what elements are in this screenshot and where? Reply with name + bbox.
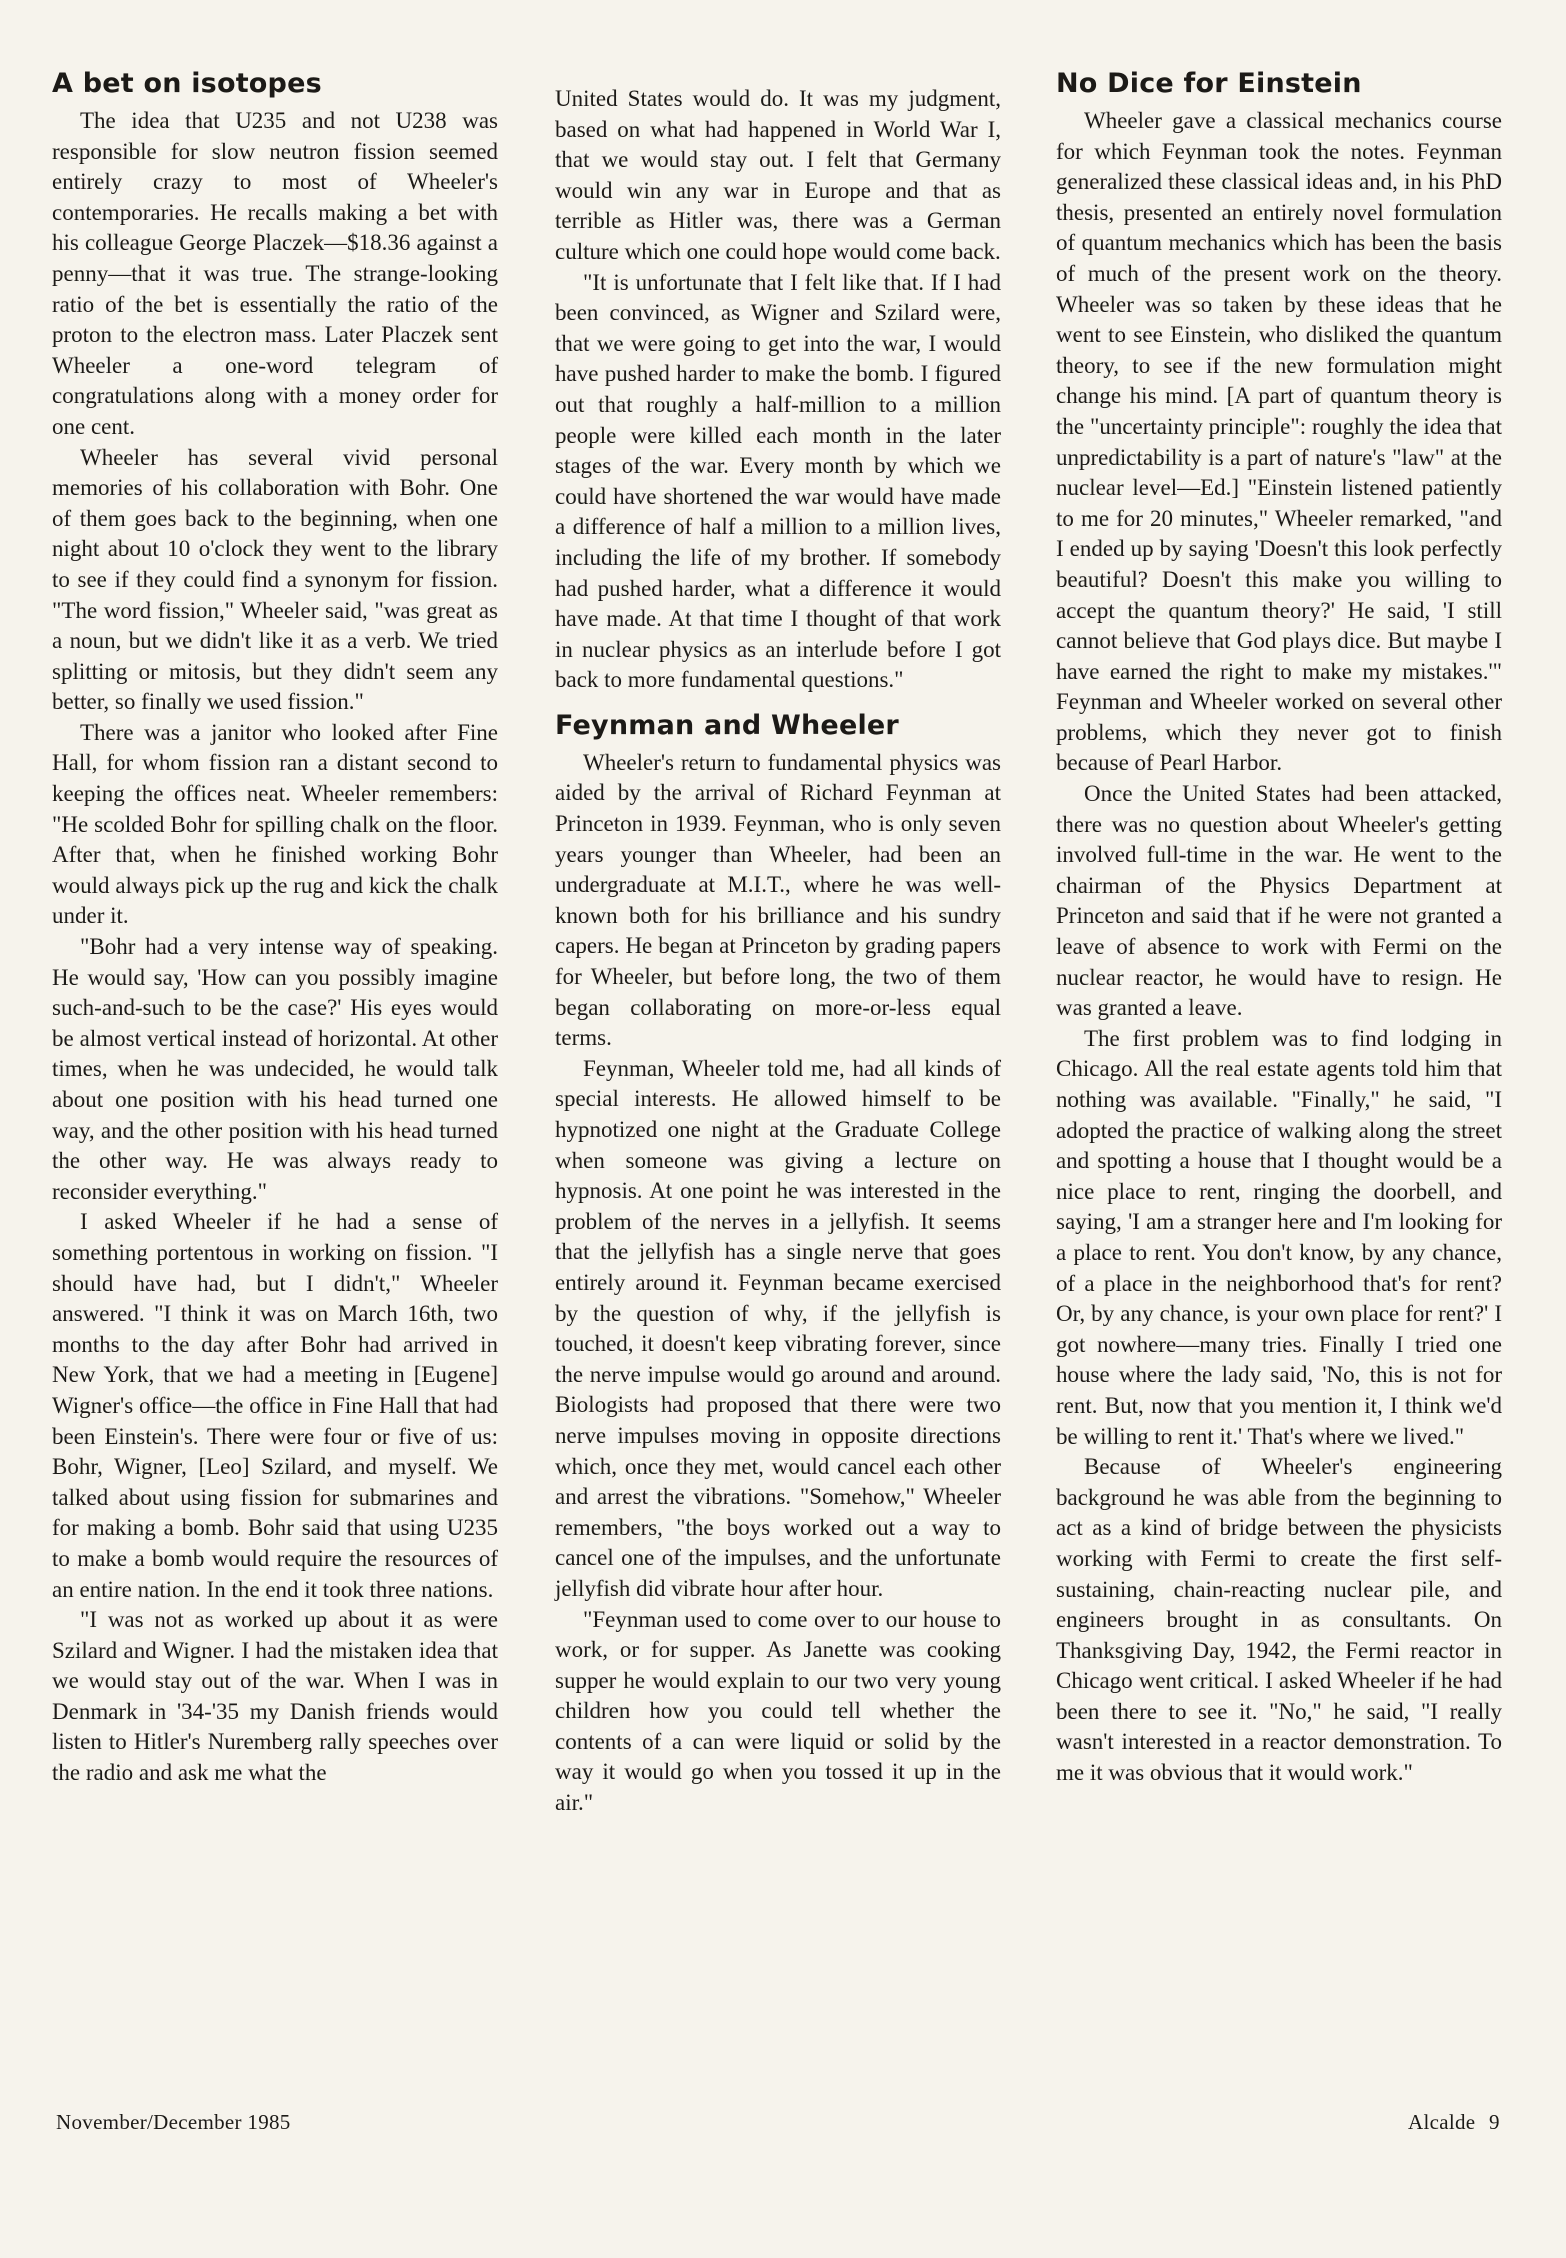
- paragraph: "I was not as worked up about it as were Szilard and Wigner. I had the mistaken idea that we would stay out of the war. When I was in Denmark in '34-'35 my Danish friends would listen to Hitler's Nuremberg rally speeches over the radio and ask me what the: [52, 1607, 498, 1786]
- section-heading-bet-on-isotopes: A bet on isotopes: [52, 68, 322, 99]
- paragraph: "It is unfortunate that I felt like that. If I had been convinced, as Wigner and Szilard were, that we were going to get into the war, I would have pushed harder to make the bomb. I figured out that roughly a half-million to a million people were killed each month in the later stages of the war. Every month by which we could have shortened the war would have made a difference of half a million to a million lives, including the life of my brother. If somebody had pushed harder, what a difference it would have made. At that time I thought of that work in nuclear physics as an interlude before I got back to more fundamental questions.": [555, 269, 1001, 693]
- section-heading-feynman-and-wheeler: Feynman and Wheeler: [555, 709, 899, 741]
- publication-name: Alcalde: [1408, 2110, 1476, 2134]
- paragraph: I asked Wheeler if he had a sense of something portentous in working on fission. "I should have had, but I didn't," Wheeler answered. "I think it was on March 16th, two months to the day after Bohr had arrived in New York, that we had a meeting in [Eugene] Wigner's office—the office in Fine Hall that had been Einstein's. There were four or five of us: Bohr, Wigner, [Leo] Szilard, and myself. We talked about using fission for submarines and for making a bomb. Bohr said that using U235 to make a bomb would require the resources of an entire nation. In the end it took three nations.: [52, 1209, 498, 1602]
- issue-date: November/December 1985: [56, 2110, 291, 2134]
- column-3: [1056, 66, 1502, 1789]
- paragraph: Wheeler has several vivid personal memories of his collaboration with Bohr. One of them goes back to the beginning, when one night about 10 o'clock they went to the library to see if they could find a synonym for fission. "The word fission," Wheeler said, "was great as a noun, but we didn't like it as a verb. We tried splitting or mitosis, but they didn't seem any better, so finally we used fission.": [52, 444, 498, 715]
- paragraph: Wheeler gave a classical mechanics course for which Feynman took the notes. Feynman generalized these classical ideas and, in his PhD thesis, presented an entirely novel formulation of quantum mechanics which has been the basis of much of the present work on the theory. Wheeler was so taken by these ideas that he went to see Einstein, who disliked the quantum theory, to see if the new formulation might change his mind. [A part of quantum theory is the "uncertainty principle": roughly the idea that unpredictability is a part of nature's "law" at the nuclear level—Ed.] "Einstein listened patiently to me for 20 minutes," Wheeler remarked, "and I ended up by saying 'Doesn't this look perfectly beautiful? Doesn't this make you willing to accept the quantum theory?' He said, 'I still cannot believe that God plays dice. But maybe I have earned the right to make my mistakes.'" Feynman and Wheeler worked on several other problems, which they never got to finish because of Pearl Harbor.: [1056, 108, 1502, 776]
- column-1: [52, 66, 498, 1789]
- paragraph: Feynman, Wheeler told me, had all kinds of special interests. He allowed himself to be hypnotized one night at the Graduate College when someone was giving a lecture on hypnosis. At one point he was interested in the problem of the nerves in a jellyfish. It seems that the jellyfish has a single nerve that goes entirely around it. Feynman became exercised by the question of why, if the jellyfish is touched, it doesn't keep vibrating forever, since the nerve impulse would go around and around. Biologists had proposed that there were two nerve impulses moving in opposite directions which, once they met, would cancel each other and arrest the vibrations. "Somehow," Wheeler remembers, "the boys worked out a way to cancel one of the impulses, and the unfortunate jellyfish did vibrate hour after hour.: [555, 1055, 1001, 1601]
- paragraph: Once the United States had been attacked, there was no question about Wheeler's getting involved full-time in the war. He went to the chairman of the Physics Department at Princeton and said that if he were not granted a leave of absence to work with Fermi on the nuclear reactor, he would have to resign. He was granted a leave.: [1056, 781, 1502, 1021]
- paragraph: There was a janitor who looked after Fine Hall, for whom fission ran a distant second to keeping the offices neat. Wheeler remembers: "He scolded Bohr for spilling chalk on the floor. After that, when he finished working Bohr would always pick up the rug and kick the chalk under it.: [52, 719, 498, 929]
- paragraph: The first problem was to find lodging in Chicago. All the real estate agents told him that nothing was available. "Finally," he said, "I adopted the practice of walking along the street and spotting a house that I thought would be a nice place to rent, ringing the doorbell, and saying, 'I am a stranger here and I'm looking for a place to rent. You don't know, by any chance, of a place in the neighborhood that's for rent? Or, by any chance, is your own place for rent?' I got nowhere—many tries. Finally I tried one house where the lady said, 'No, this is not for rent. But, now that you mention it, I think we'd be willing to rent it.' That's where we lived.": [1056, 1025, 1502, 1449]
- paragraph: "Bohr had a very intense way of speaking. He would say, 'How can you possibly imagine such-and-such to be the case?' His eyes would be almost vertical instead of horizontal. At other times, when he was undecided, he would talk about one position with his head turned one way, and the other position with his head turned the other way. He was always ready to reconsider everything.": [52, 934, 498, 1204]
- paragraph: Because of Wheeler's engineering background he was able from the beginning to act as a kind of bridge between the physicists working with Fermi to create the first self-sustaining, chain-reacting nuclear pile, and engineers brought in as consultants. On Thanksgiving Day, 1942, the Fermi reactor in Chicago went critical. I asked Wheeler if he had been there to see it. "No," he said, "I really wasn't interested in a reactor demonstration. To me it was obvious that it would work.": [1056, 1454, 1502, 1786]
- column-2: [555, 84, 1001, 1819]
- paragraph: The idea that U235 and not U238 was responsible for slow neutron fission seemed entirely crazy to most of Wheeler's contemporaries. He recalls making a bet with his colleague George Placzek—$18.36 against a penny—that it was true. The strange-looking ratio of the bet is essentially the ratio of the proton to the electron mass. Later Placzek sent Wheeler a one-word telegram of congratulations along with a money order for one cent.: [52, 108, 498, 439]
- publication-footer: [1408, 2110, 1500, 2135]
- section-heading-no-dice-for-einstein: No Dice for Einstein: [1056, 68, 1362, 99]
- page-number: 9: [1488, 2110, 1500, 2134]
- paragraph: United States would do. It was my judgment, based on what had happened in World War I, that we would stay out. I felt that Germany would win any war in Europe and that as terrible as Hitler was, there was a German culture which one could hope would come back.: [555, 86, 1001, 264]
- paragraph: Wheeler's return to fundamental physics was aided by the arrival of Richard Feynman at Princeton in 1939. Feynman, who is only seven years younger than Wheeler, had been an undergraduate at M.I.T., where he was well-known both for his brilliance and his sundry capers. He began at Princeton by grading papers for Wheeler, but before long, the two of them began collaborating on more-or-less equal terms.: [555, 749, 1001, 1051]
- paragraph: "Feynman used to come over to our house to work, or for supper. As Janette was cooking supper he would explain to our two very young children how you could tell whether the contents of a can were liquid or solid by the way it would go when you tossed it up in the air.": [555, 1606, 1001, 1816]
